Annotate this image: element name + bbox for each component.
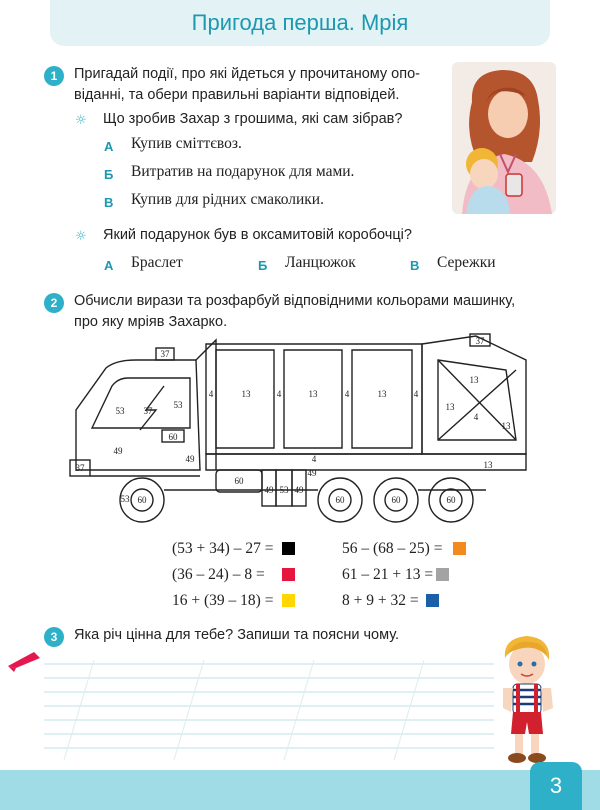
expression: 8 + 9 + 32 = [342, 592, 419, 609]
truck-number: 13 [377, 389, 387, 399]
option-text[interactable]: Браслет [131, 254, 183, 271]
truck-number: 49 [264, 485, 274, 495]
truck-number: 37 [160, 349, 170, 359]
color-swatch [453, 542, 466, 555]
truck-number: 60 [137, 495, 147, 505]
truck-frame[interactable] [206, 454, 526, 470]
pencil-arrow-icon [6, 646, 44, 672]
truck-number: 60 [391, 495, 401, 505]
truck-number: 13 [483, 460, 493, 470]
truck-number: 37 [475, 336, 485, 346]
title-bar [50, 0, 550, 46]
truck-number: 49 [307, 468, 317, 478]
option-text[interactable]: Сережки [437, 254, 496, 271]
truck-number: 53 [279, 485, 289, 495]
option-text[interactable]: Купив сміттєвоз. [131, 135, 242, 152]
task-number-3: 3 [44, 627, 64, 647]
body-panel-2[interactable] [284, 350, 342, 448]
task-number-1: 1 [44, 66, 64, 86]
color-swatch [282, 594, 295, 607]
truck-number: 13 [469, 375, 479, 385]
question-1-2: Який подарунок був в оксамитовій коробочці? [103, 227, 412, 243]
truck-number: 53 [173, 400, 183, 410]
question-1-1: Що зробив Захар з грошима, які сам зібрав? [103, 111, 403, 127]
sun-bullet-icon: ☼ [75, 113, 87, 128]
task3-instruction: Яка річ цінна для тебе? Запиши та поясни чому. [74, 627, 400, 643]
truck-number: 60 [446, 495, 456, 505]
option-text[interactable]: Витратив на подарунок для мами. [131, 163, 355, 180]
option-letter: А [104, 139, 114, 154]
task1-instruction: Пригадай події, про які йдеться у прочитаному опо- віданні, та обери правильні варіанти відповідей. [74, 66, 420, 103]
sun-bullet-icon: ☼ [75, 229, 87, 244]
color-swatch [282, 568, 295, 581]
truck-number: 53 [120, 494, 130, 504]
option-text[interactable]: Купив для рідних смаколики. [131, 191, 324, 208]
expression: (53 + 34) – 27 = [172, 540, 274, 557]
truck-number: 60 [234, 476, 244, 486]
expression: 61 – 21 + 13 = [342, 566, 434, 583]
option-letter: Б [258, 258, 268, 273]
body-panel-3[interactable] [352, 350, 412, 448]
page-title: Пригода перша. Мрія [191, 10, 409, 35]
truck-number: 53 [115, 406, 125, 416]
expression: (36 – 24) – 8 = [172, 566, 265, 583]
option-letter: В [410, 258, 420, 273]
truck-number: 13 [445, 402, 455, 412]
writing-lines[interactable] [44, 660, 494, 760]
truck-number: 13 [308, 389, 318, 399]
truck-number: 4 [276, 389, 282, 399]
truck-number: 37 [143, 406, 153, 416]
body-panel-1[interactable] [216, 350, 274, 448]
option-text[interactable]: Ланцюжок [285, 254, 356, 271]
expression: 16 + (39 – 18) = [172, 592, 274, 609]
garbage-truck-coloring [66, 330, 536, 530]
task2-instruction: Обчисли вирази та розфарбуй відповідними кольорами машинку, про яку мріяв Захарко. [74, 293, 516, 330]
truck-number: 4 [311, 454, 317, 464]
truck-number: 13 [501, 421, 511, 431]
option-letter: В [104, 195, 114, 210]
truck-number: 49 [185, 454, 195, 464]
color-swatch [282, 542, 295, 555]
page-number: 3 [530, 762, 582, 810]
option-letter: А [104, 258, 114, 273]
truck-number: 4 [208, 389, 214, 399]
truck-number: 13 [241, 389, 251, 399]
truck-number: 4 [344, 389, 350, 399]
mother-child-illustration [452, 62, 556, 214]
expression: 56 – (68 – 25) = [342, 540, 443, 557]
truck-number: 4 [413, 389, 419, 399]
boy-illustration [493, 634, 563, 768]
option-letter: Б [104, 167, 114, 182]
truck-number: 49 [113, 446, 123, 456]
truck-cab[interactable] [76, 360, 200, 470]
truck-number: 60 [335, 495, 345, 505]
truck-number: 37 [75, 463, 85, 473]
color-swatch [436, 568, 449, 581]
truck-number: 49 [294, 485, 304, 495]
truck-number: 60 [168, 432, 178, 442]
truck-body[interactable] [206, 344, 422, 454]
truck-number: 4 [473, 412, 479, 422]
color-swatch [426, 594, 439, 607]
task-number-2: 2 [44, 293, 64, 313]
page-footer-bar [0, 770, 600, 810]
